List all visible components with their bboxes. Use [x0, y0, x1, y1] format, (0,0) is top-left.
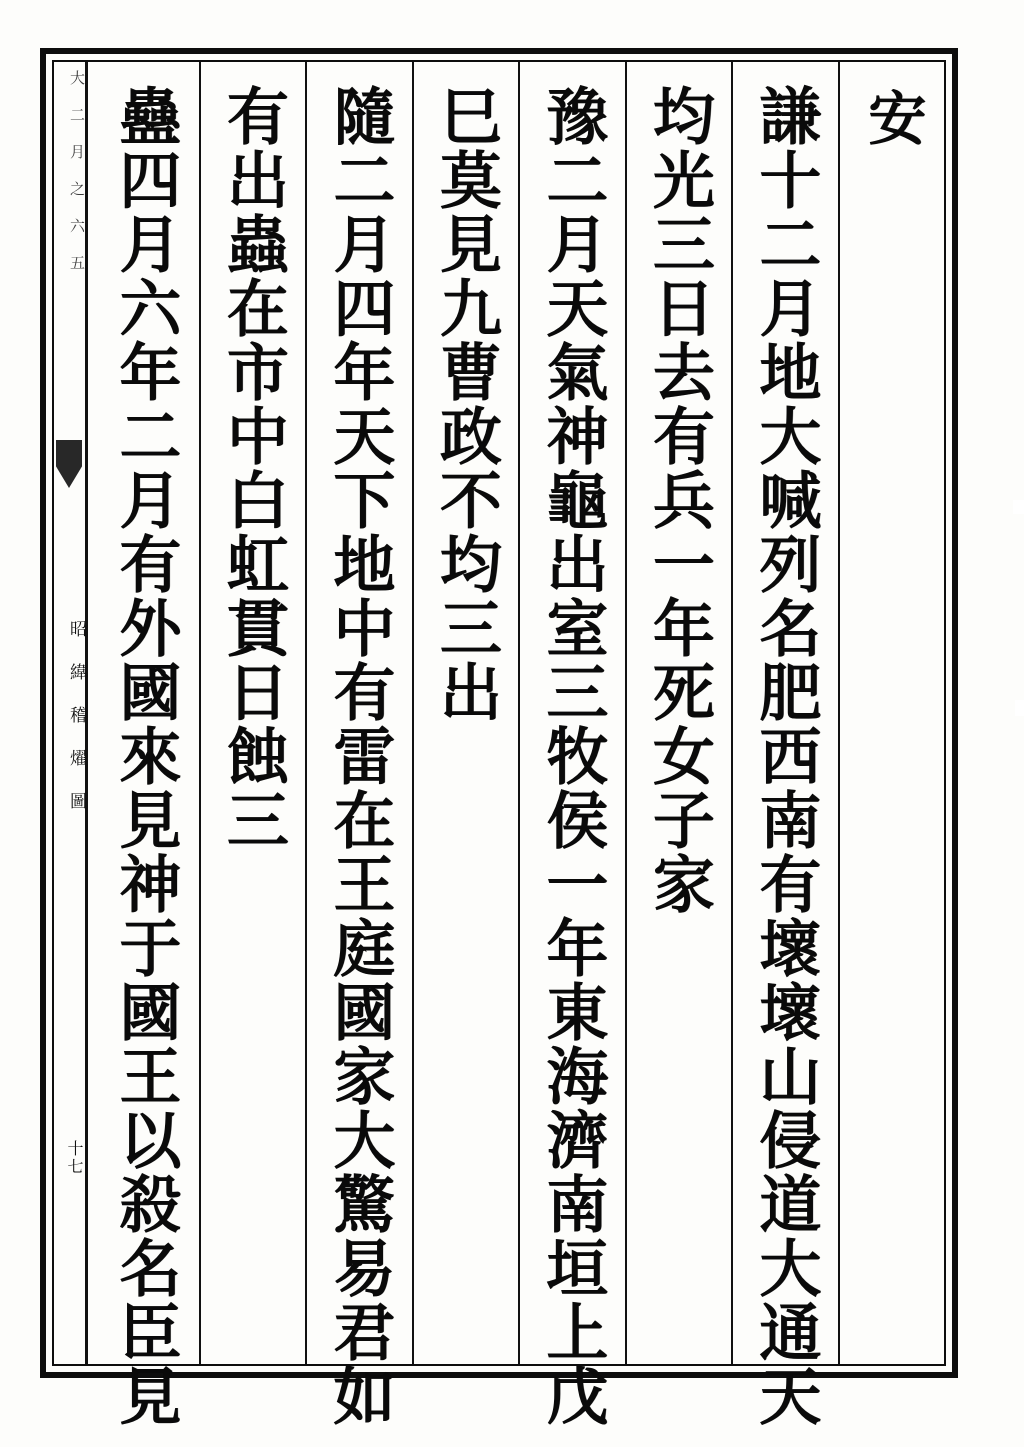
text-column-8 [92, 62, 199, 1428]
column-text: 蠱四月六年二月有外國來見神于國王以殺名臣見 [108, 84, 182, 1428]
vertical-text-block [92, 62, 944, 1428]
column-text: 豫二月天氣神龜出室三牧侯一年東海濟南垣上戊 [535, 84, 609, 1428]
column-text: 隨二月四年天下地中有雷在王庭國家大驚易君如 [322, 84, 396, 1428]
text-column-2 [731, 62, 838, 1428]
text-column-7 [199, 62, 306, 1364]
column-text: 均光三日去有兵一年死女子家 [642, 84, 716, 916]
text-column-6 [305, 62, 412, 1428]
text-column-5 [412, 62, 519, 1364]
frame-edge-notch [1015, 700, 1024, 716]
page-number: 十七 [65, 1140, 84, 1176]
column-text: 巳莫見九曹政不均三出 [429, 84, 503, 724]
text-column-4 [518, 62, 625, 1428]
gutter-book-title: 昭 緯 稽 燿 圖 [66, 620, 86, 812]
column-text: 有出蟲在市中白虹貫日蝕三 [216, 84, 290, 852]
text-column-heading [838, 62, 945, 1364]
gutter-header-marks: 大 二 月 之 六 五 [68, 70, 86, 272]
frame-edge-notch [1013, 500, 1024, 514]
text-column-3 [625, 62, 732, 1364]
column-text: 謙十二月地大喊列名肥西南有壞壞山侵道大通天 [748, 84, 822, 1428]
column-text: 安 [858, 88, 927, 148]
